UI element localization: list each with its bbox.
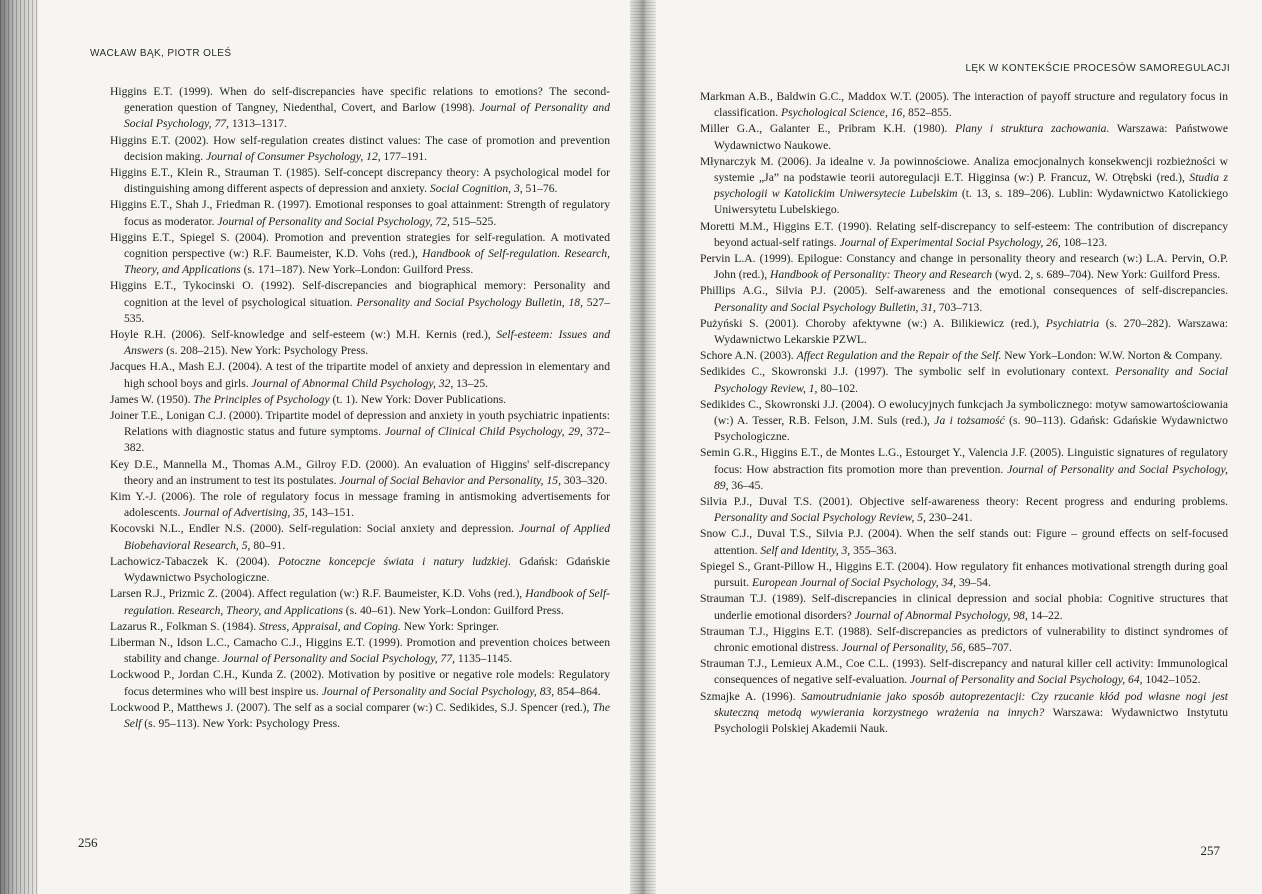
reference-text: Silvia P.J., Duval T.S. (2001). Objective self-awareness theory: Recent progress and enduring problems. (700, 495, 1228, 509)
reference-text: Higgins E.T., Spiegel S. (2004). Promotion and prevention strategies for self-regulation. A motivated cognition perspective (w:) R.F. Baumeister, K.D. Vohs (red.), (110, 230, 610, 261)
reference-text: Pervin L.A. (1999). Epilogue: Constancy and change in personality theory and research (w:) L.A. Pervin, O.P. John (red.), (700, 252, 1228, 282)
reference-entry (110, 359, 610, 391)
reference-list-left (110, 84, 610, 732)
reference-pages: New York–London: W.W. Norton & Company. (1001, 349, 1223, 363)
reference-pages: (t. 1). New York: Dover Publications. (329, 392, 507, 406)
reference-text: Spiegel S., Grant-Pillow H., Higgins E.T. (2004). How regulatory fit enhances motivational strength during goal pursuit. (700, 559, 1228, 590)
reference-pages: (s. 270–282). Warszawa: Wydawnictwo Lekarskie PZWL. (714, 316, 1228, 347)
reference-entry (110, 457, 610, 489)
reference-entry (110, 133, 610, 165)
reference-text: Strauman T.J., Higgins E.T. (1988). Self-discrepancies as predictors of vulnerability to distinct syndromes of chronic emotional distress. (700, 624, 1228, 654)
reference-text: Higgins E.T., Tykocinski O. (1992). Self-discrepancies and biographical memory: Personality and cognition at the level of psychological situation. (110, 279, 610, 309)
reference-text: Kocovski N.L., Endler N.S. (2000). Self-regulation: Social anxiety and depression. (110, 522, 520, 536)
page-number-left: 256 (78, 835, 98, 850)
reference-pages: (s. 208–215). New York: Psychology Press. (163, 344, 369, 358)
running-head-authors: WACŁAW BĄK, PIOTR OLEŚ (90, 48, 232, 59)
reference-entry (700, 121, 1228, 153)
reference-entry (700, 154, 1228, 219)
reference-entry (700, 397, 1228, 446)
reference-source: Personality and Social Psychology Bulletin, 31, (714, 300, 936, 314)
reference-text: Schore A.N. (2003). (700, 349, 797, 363)
reference-text: Pużyński S. (2001). Choroby afektywne (w:) A. Bilikiewicz (red.), (700, 316, 1046, 330)
reference-source: Samoutrudnianie jako sposób autoprezentacji: Czy rzucanie kłód pod własne nogi jest skuteczną metodą wywierania korzystnego wrażenia na innych? (714, 689, 1229, 719)
reference-list-right (700, 89, 1228, 737)
reference-pages: 355–363. (850, 543, 897, 557)
reference-entry (700, 316, 1228, 348)
reference-entry (110, 197, 610, 229)
reference-entry (700, 689, 1228, 738)
reference-source: Journal of Clinical Child Psychology, 29, (384, 425, 583, 439)
reference-pages: Warszawa: Wydawnictwo Instytutu Psychologii Polskiej Akademii Nauk. (714, 705, 1228, 735)
page-number-right: 257 (1200, 843, 1220, 858)
reference-source: Affect Regulation and the Repair of the Self. (796, 349, 1002, 363)
reference-text: Lockwood P., Jordan C.H., Kunda Z. (2002). Motivation by positive or negative role models: Regulatory focus determines who will best inspire us. (110, 668, 610, 698)
reference-text: Snow C.J., Duval T.S., Silvia P.J. (2004). When the self stands out: Figure – ground effects on self-focused attention. (700, 527, 1228, 557)
reference-entry (110, 327, 610, 359)
reference-source: The Self (124, 700, 610, 730)
reference-text: Jacques H.A., Mash E.J. (2004). A test of the tripartite model of anxiety and depression in elementary and high school boys and girls. (110, 360, 610, 390)
reference-entry (110, 586, 610, 618)
reference-pages: (wyd. 2, s. 689–704). New York: Guilford Press. (992, 268, 1221, 282)
reference-pages: 515–525. (449, 214, 497, 228)
reference-pages: (t. 13, s. 189–206). Lublin: Wydawnictwo Katolickiego Uniwersytetu Lubelskiego. (714, 187, 1228, 217)
reference-text: Higgins E.T. (2002). How self-regulation creates distinct values: The case of promotion and prevention decision making. (110, 133, 610, 163)
reference-source: Personality and Social Psychology Bulletin, 18, (356, 295, 583, 309)
reference-source: Studia z psychologii w Katolickim Uniwersytecie Lubelskim (714, 171, 1228, 201)
reference-source: Potoczne koncepcje świata i natury ludzkiej. (278, 554, 512, 568)
reference-entry (700, 283, 1228, 315)
reference-pages: 13–25. (453, 376, 489, 390)
reference-entry (700, 89, 1228, 121)
reference-entry (110, 667, 610, 699)
reference-entry (700, 251, 1228, 283)
reference-text: Strauman T.J., Lemieux A.M., Coe C.L. (1993). Self-discrepancy and natural killer cell activity: Immunological consequences of negative self-evaluation. (700, 657, 1228, 687)
reference-pages: 685–707. (965, 640, 1012, 654)
reference-text: Sedikides C., Skowronski J.J. (2004). O ewolucyjnych funkcjach Ja symbolicznego: motyw samowartościowania (w:) A. Tesser, R.B. Felson, J.M. Suls (red.), (700, 397, 1228, 428)
reference-source: Journal of Personality and Social Psychology, 77, (124, 101, 611, 131)
reference-entry (110, 635, 610, 667)
reference-pages: 1135–1145. (455, 652, 513, 666)
reference-text: Phillips A.G., Silvia P.J. (2005). Self-awareness and the emotional consequences of self-discrepancies. (700, 284, 1228, 298)
reference-source: Journal of Personality and Social Psychology, 89, (714, 462, 1228, 492)
reference-source: Handbook of Self-regulation. Research, Theory, and Applications (124, 247, 610, 277)
right-page (640, 0, 1262, 894)
reference-source: Journal of Personality, 56, (841, 640, 966, 654)
reference-entry (110, 278, 610, 327)
reference-source: Ja i tożsamość (934, 414, 1005, 428)
reference-pages: Warszawa: Państwowe Wydawnictwo Naukowe. (714, 122, 1228, 152)
reference-source: Journal of Social Behavior and Personality, 15, (339, 473, 561, 487)
reference-text: Lachowicz-Tabaczek K. (2004). (110, 554, 279, 568)
reference-pages: (s. 90–113). Gdańsk: Gdańskie Wydawnictwo Psychologiczne. (714, 414, 1228, 444)
reference-pages: 703–713. (935, 300, 983, 314)
reference-source: The Principles of Psychology (193, 392, 330, 406)
reference-pages: 303–320. (560, 473, 608, 487)
reference-source: Journal of Personality and Social Psychology, 64, (910, 673, 1143, 687)
reference-source: Journal of Personality and Social Psychology, 72, (217, 214, 450, 228)
reference-text: Lockwood P., Matthews J. (2007). The self as a social comparer (w:) C. Sedikides, S.J. Spencer (red.), (110, 700, 593, 714)
reference-source: Personality and Social Psychology Review, 5, (714, 511, 926, 525)
reference-pages: 854–864. (554, 684, 601, 698)
reference-entry (700, 494, 1228, 526)
reference-pages: Gdańsk: Gdańskie Wydawnictwo Psychologiczne. (124, 554, 610, 585)
reference-text: Semin G.R., Higgins E.T., de Montes L.G., Estourget Y., Valencia J.F. (2005). Linguistic signatures of regulatory focus: How abstraction fits promotion more than prevention. (700, 446, 1228, 476)
reference-source: Journal of Personality and Social Psychology, 77, (222, 652, 456, 666)
reference-pages: 1313–1317. (228, 117, 287, 131)
reference-source: Stress, Appraisal, and Coping. (259, 619, 401, 633)
reference-entry (700, 559, 1228, 591)
reference-source: Plany i struktura zachowania. (955, 122, 1110, 136)
reference-pages: 852–855. (905, 106, 952, 120)
reference-pages: 1042–1052. (1142, 673, 1201, 687)
reference-source: Journal of Experimental Social Psychology, 26, (839, 235, 1061, 249)
reference-pages: 51–76. (522, 182, 558, 196)
reference-text: Strauman T.J. (1989). Self-discrepancies in clinical depression and social phobia: Cognitive structures that underlie emotional disorders? (700, 592, 1228, 622)
reference-source: Psychological Science, 16, (780, 106, 906, 120)
reference-source: Personality and Social Psychology Review, 1, (714, 365, 1228, 395)
reference-text: Kim Y.-J. (2006). The role of regulatory focus in message framing in antismoking advertisements for adolescents. (110, 490, 610, 520)
reference-source: Journal of Abnormal Psychology, 98, (854, 608, 1028, 622)
reference-entry (110, 619, 610, 635)
reference-text: Sedikides C., Skowronski J.J. (1997). The symbolic self in evolutionary context. (700, 365, 1116, 379)
reference-text: Miller G.A., Galanter E., Pribram K.H. (1980). (700, 122, 956, 136)
reference-source: Handbook of Personality: Theory and Research (770, 268, 993, 282)
reference-pages: 177–191. (380, 149, 428, 163)
reference-entry (110, 489, 610, 521)
reference-text: James W. (1950). (110, 392, 194, 406)
reference-entry (700, 364, 1228, 396)
reference-pages: (s. 40–61). New York–London: Guilford Press. (342, 603, 564, 617)
reference-source: Journal of Consumer Psychology, 12, (206, 149, 381, 163)
reference-source: Self and Identity, 3, (760, 543, 851, 557)
reference-pages: 80–91. (250, 538, 286, 552)
reference-text: Key D.E., Mannella M., Thomas A.M., Gilroy F.D. (2000). An evaluation of Higgins' self-discrepancy theory and an instrument to test its postulates. (110, 457, 610, 487)
reference-pages: 108–123. (1060, 235, 1108, 249)
reference-pages: 39–54. (956, 576, 991, 590)
reference-source: Journal of Personality and Social Psychology, 83, (321, 684, 555, 698)
reference-entry (110, 408, 610, 457)
running-head-title: LĘK W KONTEKŚCIE PROCESÓW SAMOREGULACJI (965, 63, 1230, 74)
reference-entry (110, 230, 610, 279)
reference-entry (700, 348, 1228, 364)
reference-entry (110, 554, 610, 586)
reference-text: Higgins E.T. (1999). When do self-discrepancies have specific relations to emotions? The second-generation question of Tangney, Niedenthal, Covert, and Barlow (1998). (110, 85, 610, 115)
reference-pages: (s. 171–187). New York–London: Guilford Press. (240, 263, 474, 277)
reference-text: Markman A.B., Baldwin G.C., Maddox W.T. (2005). The interaction of payoff structure and regulatory focus in classification. (700, 90, 1228, 120)
reference-entry (700, 219, 1228, 251)
reference-entry (700, 624, 1228, 656)
reference-entry (700, 526, 1228, 558)
reference-source: Journal of Advertising, 35, (183, 506, 308, 520)
reference-entry (700, 591, 1228, 623)
reference-source: Journal of Abnormal Child Psychology, 32, (251, 376, 454, 390)
reference-entry (110, 700, 610, 732)
reference-text: Szmajke A. (1996). (700, 689, 802, 703)
reference-text: Lazarus R., Folkman S. (1984). (110, 619, 260, 633)
reference-entry (110, 392, 610, 408)
reference-pages: (s. 95–113). New York: Psychology Press. (141, 716, 340, 730)
reference-source: Handbook of Self-regulation. Research, Theory, and Applications (124, 587, 610, 617)
reference-text: Higgins E.T., Shah J., Friedman R. (1997). Emotional responses to goal attainment: Strength of regulatory focus as moderator. (110, 198, 610, 228)
reference-source: Social Cognition, 3, (429, 182, 523, 196)
reference-pages: 230–241. (925, 511, 973, 525)
reference-pages: 372–382. (124, 425, 610, 455)
reference-pages: 80–102. (817, 381, 859, 395)
reference-text: Larsen R.J., Prizmic Z. (2004). Affect regulation (w:) R.F. Baumeister, K.D. Vohs (red.), (110, 587, 526, 601)
reference-text: Liberman N., Idson L.C., Camacho C.J., Higgins E.T. (1999). Promotion and prevention choices between stability and change. (110, 635, 610, 666)
reference-pages: New York: Springer. (400, 619, 500, 633)
reference-source: Self-esteem: Issues and Answers (124, 328, 610, 358)
reference-entry (110, 165, 610, 197)
reference-text: Młynarczyk M. (2006). Ja idealne v. Ja powinnościowe. Analiza emocjonalnych konsekwencji rozbieżności w systemie „Ja” na podstawie teorii autoregulacji E.T. Higginsa (w:) P. Francuz, W. Otrębski (red.), (700, 154, 1228, 185)
reference-entry (110, 84, 610, 133)
reference-text: Higgins E.T., Klein R., Strauman T. (1985). Self-concept discrepancy theory: A psychological model for distinguishing among different aspects of depression and anxiety. (110, 166, 610, 196)
reference-source: Psychiatria (1045, 316, 1100, 330)
reference-text: Moretti M.M., Higgins E.T. (1990). Relating self-discrepancy to self-esteem: The contribution of discrepancy beyond actual-self ratings. (700, 219, 1228, 249)
reference-source: European Journal of Social Psychology, 34, (752, 576, 957, 590)
reference-pages: 36–45. (728, 478, 764, 492)
reference-text: Joiner T.E., Lonigan C.J. (2000). Tripartite model of depression and anxiety in youth psychiatric inpatients: Relations with diagnostic status and future symptoms. (110, 409, 610, 439)
reference-text: Hoyle R.H. (2006). Self-knowledge and self-esteem (w:) M.H. Kernis (red.), (110, 328, 497, 342)
reference-entry (700, 445, 1228, 494)
reference-pages: 14–22. (1027, 608, 1063, 622)
reference-source: Journal of Applied Biobehavioral Research, 5, (124, 522, 610, 552)
reference-pages: 527–535. (124, 295, 610, 325)
reference-pages: 143–151. (307, 506, 355, 520)
reference-entry (700, 656, 1228, 688)
reference-entry (110, 521, 610, 553)
